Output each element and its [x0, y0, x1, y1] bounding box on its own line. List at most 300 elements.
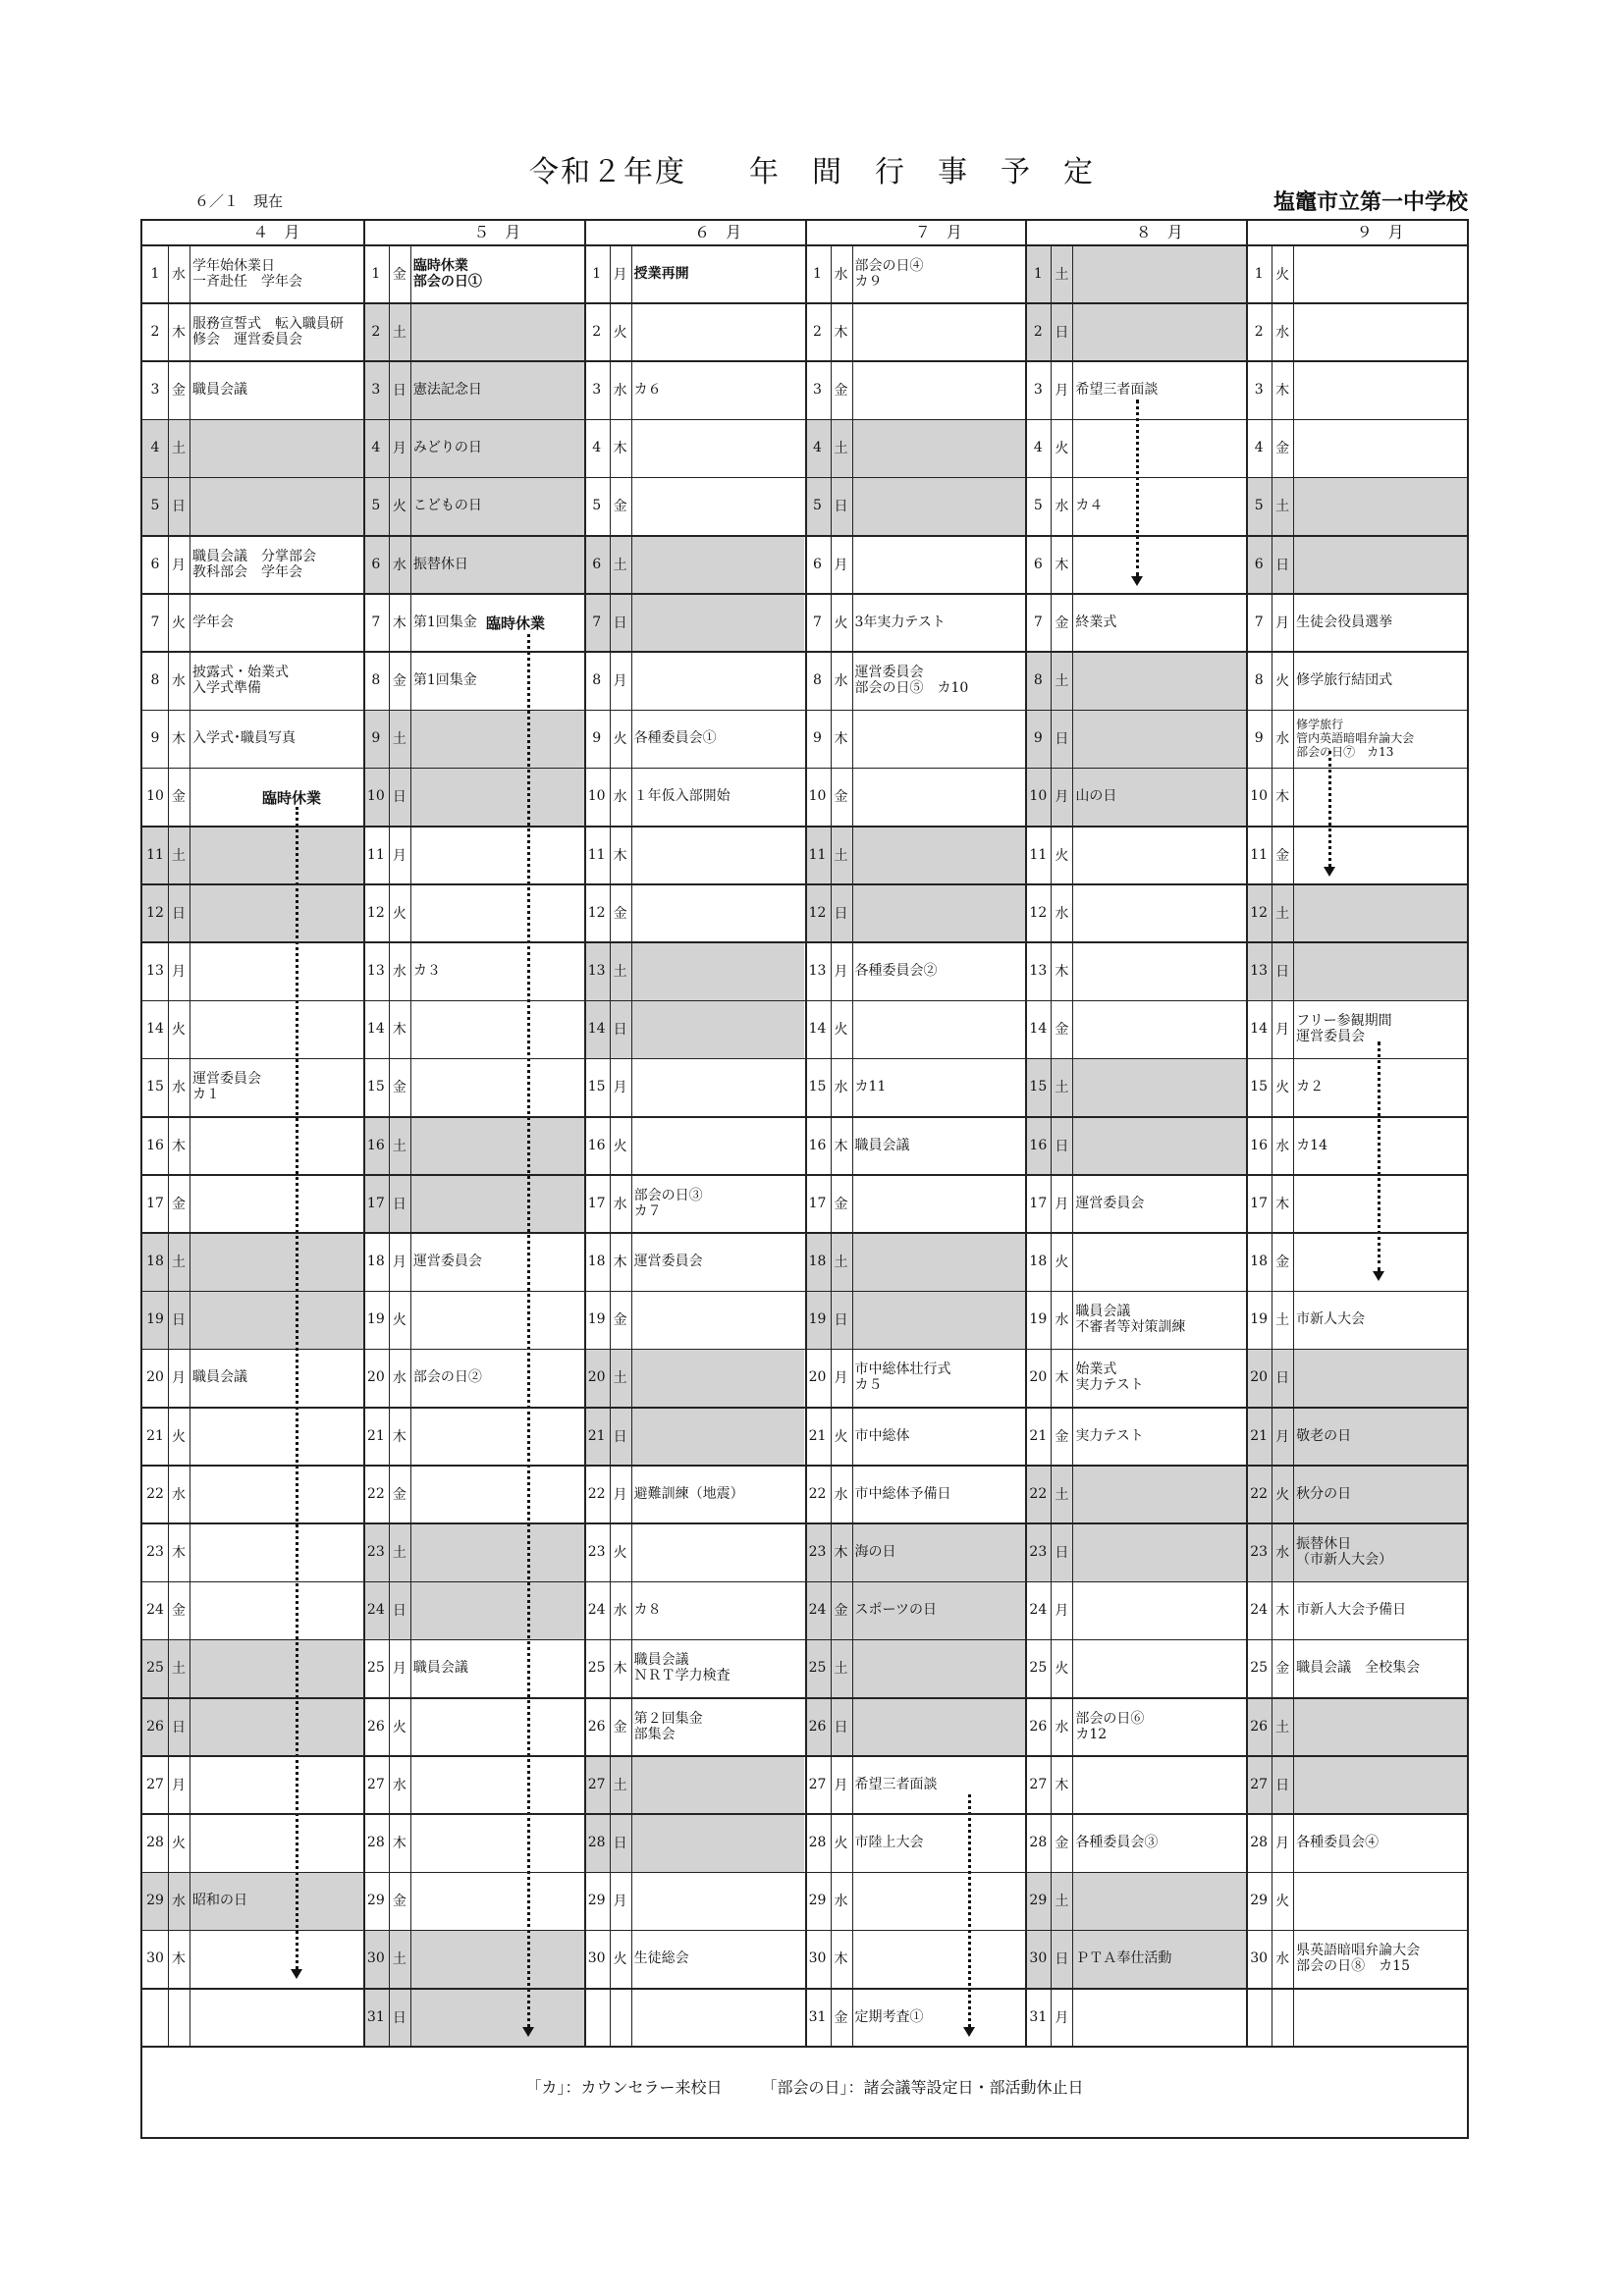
weekday: 月: [1055, 2009, 1069, 2026]
event-cell: １年仮入部開始: [633, 788, 731, 805]
weekday: 水: [834, 1894, 848, 1910]
event-cell: [410, 1930, 584, 1988]
weekday: 火: [834, 1835, 848, 1851]
day-number: 11: [587, 846, 606, 863]
day-number: 23: [1025, 1522, 1051, 1580]
day-number: 4: [1033, 440, 1043, 456]
weekday: 月: [834, 1777, 848, 1793]
day-number: 12: [366, 904, 385, 921]
weekday: 月: [1275, 1835, 1290, 1851]
day-number: 9: [1025, 710, 1051, 768]
event-cell: [410, 883, 584, 941]
event-cell: 部会の日③ カ７: [633, 1187, 703, 1219]
day-number: 10: [363, 768, 389, 826]
event-cell: [1293, 244, 1467, 302]
weekday: 土: [389, 1930, 410, 1988]
day-number: 25: [1029, 1660, 1048, 1677]
weekday: 日: [1272, 1755, 1293, 1813]
day-number: 31: [1029, 2008, 1048, 2025]
event-cell: カ６: [633, 381, 662, 398]
period-arrow: [527, 634, 530, 2027]
day-number: 8: [813, 671, 822, 688]
event-cell: [1072, 710, 1246, 768]
day-number: 29: [366, 1893, 385, 1909]
period-arrow: [968, 1794, 971, 2027]
grid-line: [805, 221, 807, 2046]
event-cell: [1072, 419, 1246, 477]
day-number: 16: [1025, 1116, 1051, 1174]
event-cell: [189, 1465, 363, 1522]
event-cell: [1072, 1639, 1246, 1697]
day-number: 25: [1250, 1660, 1269, 1677]
page-title: 令和２年度 年 間 行 事 予 定: [529, 155, 1095, 189]
day-number: 9: [1254, 730, 1264, 747]
event-cell: [631, 1813, 805, 1871]
day-number: 21: [1246, 1407, 1272, 1465]
day-number: 24: [805, 1581, 831, 1639]
period-arrow: [296, 807, 298, 1969]
day-number: 18: [142, 1232, 168, 1290]
grid-line: [189, 244, 190, 2046]
event-cell: [1072, 941, 1246, 999]
weekday: 火: [613, 731, 627, 748]
day-number: 4: [142, 419, 168, 477]
day-number: 19: [142, 1291, 168, 1349]
event-cell: [631, 419, 805, 477]
day-number: 15: [1250, 1079, 1269, 1095]
arrow-head: [1131, 576, 1143, 586]
day-number: 8: [1254, 671, 1264, 688]
event-cell: [189, 883, 363, 941]
day-number: 15: [587, 1079, 606, 1095]
day-number: 9: [592, 730, 602, 747]
event-cell: 運営委員会: [412, 1253, 482, 1269]
event-cell: 運営委員会: [1075, 1195, 1145, 1211]
day-number: 29: [587, 1893, 606, 1909]
event-cell: 授業再開: [633, 265, 689, 282]
weekday: 木: [172, 731, 186, 748]
day-number: 5: [1246, 477, 1272, 535]
day-number: 14: [146, 1021, 164, 1038]
event-cell: 服務宣誓式 転入職員研 修会 運営委員会: [192, 315, 344, 347]
day-number: 27: [146, 1776, 164, 1792]
event-cell: カ11: [854, 1079, 887, 1095]
month-header: ５ 月: [473, 223, 521, 241]
day-number: 15: [1025, 1058, 1051, 1116]
event-cell: 希望三者面談: [1075, 381, 1159, 398]
event-cell: [631, 1407, 805, 1465]
weekday: 金: [1055, 614, 1069, 631]
weekday: 月: [392, 847, 406, 864]
weekday: 土: [610, 941, 631, 999]
event-cell: 部会の日⑥ カ12: [1075, 1710, 1145, 1742]
weekday: 金: [1055, 1428, 1069, 1445]
weekday: 木: [613, 1661, 627, 1678]
weekday: 木: [172, 1951, 186, 1968]
day-number: 4: [1254, 440, 1264, 456]
event-cell: 職員会議: [854, 1137, 910, 1153]
day-number: 18: [587, 1253, 606, 1269]
event-cell: 海の日: [852, 1522, 1026, 1580]
weekday: 月: [1275, 1022, 1290, 1039]
as-of-date: ６／１ 現在: [194, 192, 284, 210]
day-number: 16: [363, 1116, 389, 1174]
weekday: 火: [1055, 847, 1069, 864]
weekday: 水: [389, 535, 410, 593]
weekday: 木: [831, 1522, 852, 1580]
weekday: 月: [613, 672, 627, 689]
day-number: 9: [813, 730, 822, 747]
day-number: 7: [371, 614, 381, 630]
event-cell: [852, 302, 1026, 360]
event-cell: 修学旅行結団式: [1296, 671, 1393, 688]
day-number: 28: [146, 1834, 164, 1850]
weekday: 日: [168, 1697, 189, 1755]
day-number: 12: [1246, 883, 1272, 941]
day-number: 30: [808, 1950, 827, 1967]
weekday: 金: [1055, 1835, 1069, 1851]
event-cell: [410, 1291, 584, 1349]
event-cell: カ２: [1296, 1079, 1325, 1095]
arrow-head: [522, 2027, 534, 2037]
day-number: 27: [584, 1755, 610, 1813]
day-number: 19: [805, 1291, 831, 1349]
weekday: 木: [613, 441, 627, 457]
event-cell: 職員会議 ＮＲＴ学力検査: [633, 1652, 731, 1684]
event-cell: みどりの日: [410, 419, 584, 477]
weekday: 日: [389, 1174, 410, 1232]
day-number: 13: [1246, 941, 1272, 999]
event-cell: [852, 1000, 1026, 1058]
weekday: 土: [1272, 883, 1293, 941]
weekday: 土: [1051, 1465, 1072, 1522]
event-cell: [852, 477, 1026, 535]
day-number: 12: [805, 883, 831, 941]
weekday: 水: [172, 672, 186, 689]
weekday: 木: [1275, 382, 1290, 399]
event-cell: [189, 1639, 363, 1697]
event-cell: 職員会議 分掌部会 教科部会 学年会: [192, 548, 316, 580]
day-number: 5: [363, 477, 389, 535]
day-number: 31: [808, 2008, 827, 2025]
weekday: 金: [613, 1719, 627, 1735]
day-number: 2: [813, 323, 822, 340]
day-number: 13: [146, 962, 164, 979]
event-cell: 避難訓練（地震）: [633, 1485, 744, 1502]
day-number: 17: [363, 1174, 389, 1232]
day-number: 20: [808, 1369, 827, 1386]
event-cell: [410, 826, 584, 883]
event-cell: [852, 1872, 1026, 1930]
weekday: [1272, 1988, 1293, 2046]
weekday: 土: [610, 1755, 631, 1813]
event-cell: [410, 1581, 584, 1639]
weekday: [610, 1988, 631, 2046]
day-number: 2: [592, 323, 602, 340]
weekday: 月: [613, 1486, 627, 1503]
weekday: 月: [834, 557, 848, 573]
day-number: 18: [366, 1253, 385, 1269]
event-cell: [631, 1116, 805, 1174]
grid-line: [610, 244, 611, 2046]
weekday: 木: [392, 1835, 406, 1851]
arrow-head: [1373, 1271, 1384, 1281]
day-number: 30: [587, 1950, 606, 1967]
event-cell: カ３: [412, 962, 441, 979]
event-cell: 振替休日 （市新人大会）: [1293, 1522, 1467, 1580]
weekday: 火: [613, 324, 627, 341]
day-number: 17: [808, 1195, 827, 1211]
weekday: 土: [389, 1116, 410, 1174]
weekday: 木: [834, 1951, 848, 1968]
day-number: 30: [1025, 1930, 1051, 1988]
event-cell: [410, 1872, 584, 1930]
day-number: 13: [808, 962, 827, 979]
weekday: 木: [392, 1022, 406, 1039]
event-cell: 職員会議: [192, 1369, 247, 1386]
day-number: 23: [363, 1522, 389, 1580]
day-number: 13: [366, 962, 385, 979]
event-cell: [1072, 1058, 1246, 1116]
day-number: 18: [805, 1232, 831, 1290]
event-cell: [1293, 477, 1467, 535]
day-number: 6: [1246, 535, 1272, 593]
day-number: 1: [1025, 244, 1051, 302]
day-number: 6: [584, 535, 610, 593]
day-number: 22: [366, 1485, 385, 1502]
weekday: 火: [1055, 1661, 1069, 1678]
event-cell: 職員会議: [192, 381, 247, 398]
weekday: 水: [1272, 1522, 1293, 1580]
day-number: 26: [587, 1718, 606, 1735]
event-cell: [1293, 1349, 1467, 1407]
event-cell: [852, 1930, 1026, 1988]
event-cell: 第1回集金: [412, 671, 477, 688]
weekday: 土: [389, 710, 410, 768]
grid-line: [168, 244, 169, 2046]
weekday: 火: [834, 1428, 848, 1445]
weekday: 日: [831, 1291, 852, 1349]
event-cell: [631, 1058, 805, 1116]
day-number: 29: [1025, 1872, 1051, 1930]
day-number: 5: [592, 498, 602, 514]
event-cell: [189, 1813, 363, 1871]
day-number: 14: [584, 1000, 610, 1058]
weekday: 木: [1055, 557, 1069, 573]
day-number: 30: [146, 1950, 164, 1967]
day-number: 10: [587, 788, 606, 805]
event-cell: 各種委員会③: [1075, 1834, 1159, 1850]
weekday: 水: [392, 1777, 406, 1793]
day-number: 12: [1029, 904, 1048, 921]
day-number: 24: [146, 1602, 164, 1619]
day-number: 17: [1029, 1195, 1048, 1211]
day-number: 15: [808, 1079, 827, 1095]
event-cell: [189, 1581, 363, 1639]
day-number: 30: [1250, 1950, 1269, 1967]
event-cell: [631, 826, 805, 883]
event-cell: フリー参観期間 運営委員会: [1296, 1013, 1392, 1045]
event-cell: [189, 1000, 363, 1058]
weekday: 金: [613, 1312, 627, 1329]
event-cell: [852, 360, 1026, 418]
day-number: 22: [808, 1485, 827, 1502]
weekday: 月: [392, 1254, 406, 1270]
weekday: 水: [392, 963, 406, 980]
weekday: 火: [1275, 1080, 1290, 1096]
day-number: 26: [142, 1697, 168, 1755]
closure-label: 臨時休業: [262, 788, 322, 807]
weekday: 土: [1051, 1058, 1072, 1116]
day-number: 13: [1029, 962, 1048, 979]
weekday: [168, 1988, 189, 2046]
weekday: 水: [392, 1370, 406, 1387]
weekday: 月: [1051, 768, 1072, 826]
day-number: 19: [366, 1311, 385, 1328]
grid-line: [1293, 244, 1294, 2046]
weekday: 木: [1055, 1370, 1069, 1387]
day-number: 30: [363, 1930, 389, 1988]
month-header: ６ 月: [694, 223, 742, 241]
day-number: 11: [142, 826, 168, 883]
weekday: 木: [613, 1254, 627, 1270]
weekday: 土: [1051, 1872, 1072, 1930]
day-number: 1: [1254, 265, 1264, 282]
event-cell: 学年始休業日 一斉赴任 学年会: [192, 257, 302, 290]
day-number: 25: [587, 1660, 606, 1677]
day-number: 2: [363, 302, 389, 360]
event-cell: 入学式･職員写真: [192, 730, 296, 747]
event-cell: 秋分の日: [1293, 1465, 1467, 1522]
day-number: 14: [1029, 1021, 1048, 1038]
event-cell: [631, 651, 805, 709]
day-number: 27: [808, 1776, 827, 1792]
weekday: 水: [613, 789, 627, 806]
event-cell: [189, 1291, 363, 1349]
event-cell: カ４: [1075, 498, 1104, 514]
day-number: 14: [1250, 1021, 1269, 1038]
day-number: 9: [150, 730, 160, 747]
weekday: 金: [834, 2009, 848, 2026]
weekday: 木: [1055, 963, 1069, 980]
weekday: 土: [831, 1639, 852, 1697]
event-cell: [1293, 1697, 1467, 1755]
weekday: 日: [610, 1000, 631, 1058]
weekday: 月: [613, 1894, 627, 1910]
grid-line: [410, 244, 411, 2046]
event-cell: [1072, 1116, 1246, 1174]
day-number: 17: [1250, 1195, 1269, 1211]
event-cell: [1072, 535, 1246, 593]
weekday: 金: [1275, 847, 1290, 864]
weekday: 火: [392, 1312, 406, 1329]
event-cell: [189, 1116, 363, 1174]
weekday: 月: [172, 1370, 186, 1387]
event-cell: [1072, 302, 1246, 360]
event-cell: 運営委員会 部会の日⑤ カ10: [854, 664, 969, 696]
day-number: 20: [1246, 1349, 1272, 1407]
event-cell: 市中総体: [854, 1427, 910, 1444]
day-number: 29: [142, 1872, 168, 1930]
weekday: 日: [168, 1291, 189, 1349]
weekday: 水: [1055, 1312, 1069, 1329]
annual-schedule-table: [140, 219, 1469, 2139]
weekday: 日: [389, 1581, 410, 1639]
event-cell: [1072, 826, 1246, 883]
weekday: 木: [1055, 1777, 1069, 1793]
day-number: 26: [366, 1718, 385, 1735]
weekday: 月: [392, 1661, 406, 1678]
weekday: 木: [1275, 1196, 1290, 1212]
day-number: 18: [1029, 1253, 1048, 1269]
day-number: 12: [587, 904, 606, 921]
day-number: 8: [592, 671, 602, 688]
event-cell: [1072, 1465, 1246, 1522]
weekday: 金: [392, 266, 406, 283]
grid-line: [142, 2046, 1467, 2048]
weekday: 水: [1275, 1951, 1290, 1968]
weekday: 日: [389, 360, 410, 418]
event-cell: [410, 1058, 584, 1116]
weekday: 月: [172, 1777, 186, 1793]
weekday: 金: [613, 499, 627, 515]
event-cell: [410, 1174, 584, 1232]
weekday: 火: [172, 1022, 186, 1039]
day-number: 23: [587, 1543, 606, 1560]
event-cell: [1293, 360, 1467, 418]
day-number: 27: [1246, 1755, 1272, 1813]
day-number: 22: [1246, 1465, 1272, 1522]
day-number: [1246, 1988, 1272, 2046]
weekday: 月: [613, 1080, 627, 1096]
event-cell: [1293, 941, 1467, 999]
month-header: ８ 月: [1135, 223, 1183, 241]
event-cell: [631, 302, 805, 360]
event-cell: 第２回集金 部集会: [633, 1710, 703, 1742]
day-number: 7: [813, 614, 822, 630]
event-cell: [189, 477, 363, 535]
event-cell: [852, 826, 1026, 883]
weekday: 水: [613, 1196, 627, 1212]
weekday: 火: [613, 1951, 627, 1968]
weekday: 火: [1272, 1465, 1293, 1522]
event-cell: [189, 1522, 363, 1580]
day-number: 24: [1250, 1602, 1269, 1619]
day-number: 16: [146, 1137, 164, 1153]
event-cell: [1293, 826, 1467, 883]
weekday: 金: [1275, 441, 1290, 457]
weekday: 水: [1275, 731, 1290, 748]
arrow-head: [1324, 867, 1335, 877]
day-number: 24: [587, 1602, 606, 1619]
grid-line: [389, 244, 390, 2046]
day-number: 8: [150, 671, 160, 688]
weekday: 月: [1055, 1603, 1069, 1620]
month-header: ７ 月: [914, 223, 962, 241]
day-number: 28: [1250, 1834, 1269, 1850]
day-number: 17: [146, 1195, 164, 1211]
weekday: 水: [613, 382, 627, 399]
weekday: 金: [392, 1486, 406, 1503]
day-number: 20: [146, 1369, 164, 1386]
day-number: 10: [1025, 768, 1051, 826]
weekday: 水: [834, 266, 848, 283]
legend-footer: 「カ」：カウンセラー来校日 「部会の日」：諸会議等設定日・部活動休止日: [525, 2078, 1084, 2098]
weekday: 日: [831, 477, 852, 535]
event-cell: [410, 1116, 584, 1174]
event-cell: 市中総体壮行式 カ５: [854, 1362, 951, 1394]
day-number: 21: [584, 1407, 610, 1465]
